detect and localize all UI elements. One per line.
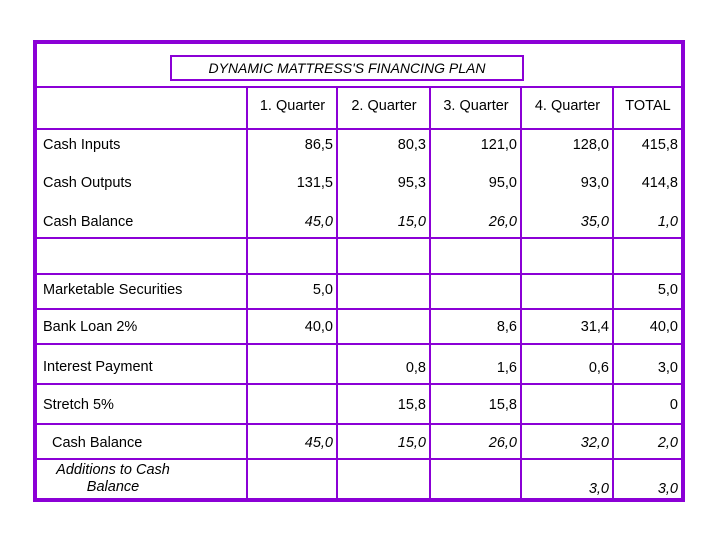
table-cell: 121,0: [480, 137, 517, 153]
row-divider: [37, 343, 681, 345]
table-cell: 15,0: [397, 214, 426, 230]
row-divider: [37, 86, 681, 88]
table-cell: 95,3: [397, 175, 426, 191]
column-header: 2. Quarter: [351, 98, 417, 114]
table-cell: 93,0: [580, 175, 609, 191]
row-divider: [37, 273, 681, 275]
column-divider: [612, 86, 614, 501]
table-cell: 415,8: [641, 137, 678, 153]
row-label: Marketable Securities: [43, 282, 183, 298]
table-cell: 86,5: [304, 137, 333, 153]
table-cell: 26,0: [488, 214, 517, 230]
row-divider: [37, 458, 681, 460]
table-cell: 5,0: [312, 282, 333, 298]
table-cell: 3,0: [657, 481, 678, 497]
row-divider: [37, 383, 681, 385]
table-cell: 45,0: [304, 214, 333, 230]
table-cell: 131,5: [296, 175, 333, 191]
table-cell: 0,6: [588, 360, 609, 376]
table-cell: 1,0: [657, 214, 678, 230]
table-cell: 40,0: [304, 319, 333, 335]
column-divider: [429, 86, 431, 501]
row-label: Cash Inputs: [43, 137, 121, 153]
table-cell: 8,6: [496, 319, 517, 335]
row-divider: [37, 308, 681, 310]
table-cell: 5,0: [657, 282, 678, 298]
table-cell: 31,4: [580, 319, 609, 335]
table-cell: 15,8: [488, 397, 517, 413]
row-divider: [37, 128, 681, 130]
table-cell: 40,0: [649, 319, 678, 335]
column-divider: [336, 86, 338, 501]
table-cell: 128,0: [572, 137, 609, 153]
table-cell: 3,0: [657, 360, 678, 376]
column-divider: [246, 86, 248, 501]
column-header: TOTAL: [625, 98, 671, 114]
table-cell: 414,8: [641, 175, 678, 191]
row-divider: [37, 237, 681, 239]
table-cell: 80,3: [397, 137, 426, 153]
table-cell: 0,8: [405, 360, 426, 376]
table-cell: 35,0: [580, 214, 609, 230]
table-cell: 15,0: [397, 435, 426, 451]
row-label: Interest Payment: [43, 359, 153, 375]
table-cell: 1,6: [496, 360, 517, 376]
row-divider: [37, 423, 681, 425]
row-label: Cash Balance: [52, 435, 143, 451]
row-label: Bank Loan 2%: [43, 319, 138, 335]
row-label: Stretch 5%: [43, 397, 114, 413]
table-cell: 3,0: [588, 481, 609, 497]
column-divider: [520, 86, 522, 501]
table-cell: 2,0: [657, 435, 678, 451]
table-cell: 95,0: [488, 175, 517, 191]
row-label: Additions to Cash Balance: [56, 462, 170, 495]
table-cell: 0: [669, 397, 678, 413]
column-header: 4. Quarter: [534, 98, 601, 114]
row-label: Cash Balance: [43, 214, 134, 230]
row-label: Cash Outputs: [43, 175, 132, 191]
table-cell: 45,0: [304, 435, 333, 451]
column-header: 3. Quarter: [443, 98, 509, 114]
table-title: DYNAMIC MATTRESS'S FINANCING PLAN: [170, 55, 524, 81]
table-cell: 32,0: [580, 435, 609, 451]
table-cell: 15,8: [397, 397, 426, 413]
table-cell: 26,0: [488, 435, 517, 451]
column-header: 1. Quarter: [259, 98, 326, 114]
